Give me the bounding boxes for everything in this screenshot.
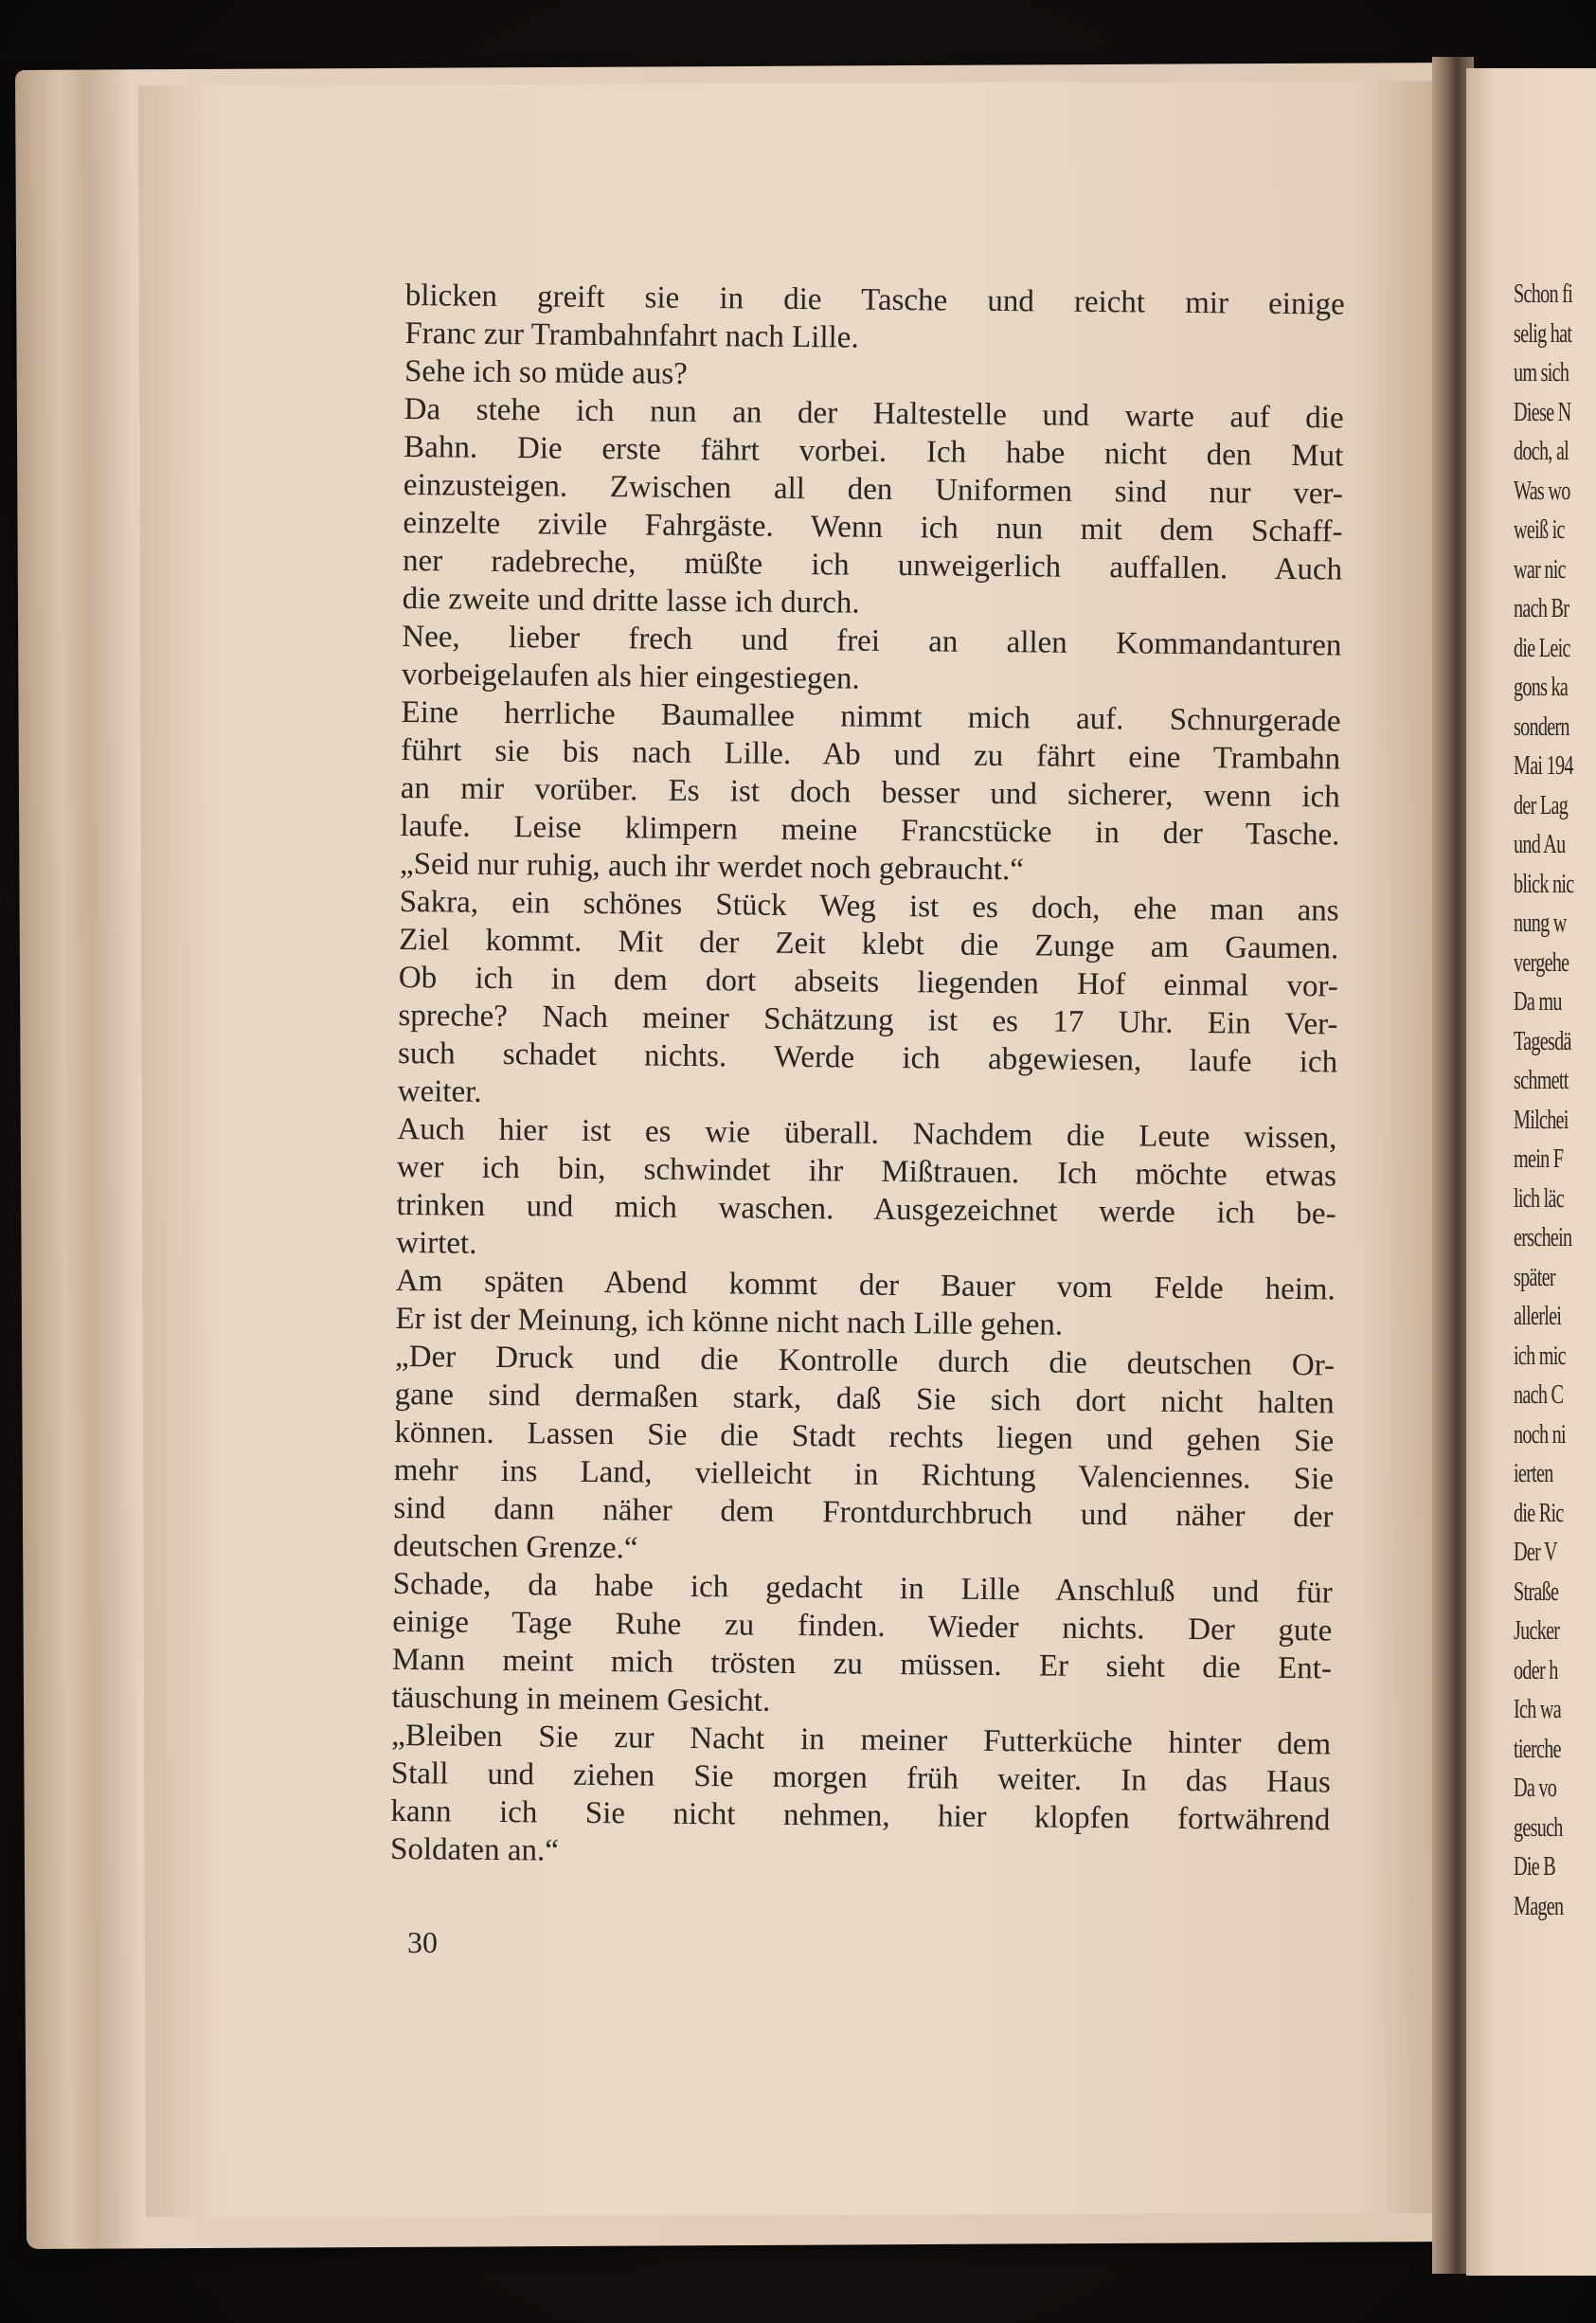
text-line: Am späten Abend kommt der Bauer vom Felde heim. bbox=[395, 1263, 1336, 1307]
text-line: die zweite und dritte lasse ich durch. bbox=[402, 581, 860, 621]
text-line: weiter. bbox=[397, 1073, 482, 1109]
text-line: einzelte zivile Fahrgäste. Wenn ich nun mit dem Schaff- bbox=[403, 505, 1343, 549]
text-line: Er ist der Meinung, ich könne nicht nach Lille gehen. bbox=[395, 1301, 1064, 1342]
right-page-line-fragment: Ich wa bbox=[1514, 1695, 1561, 1724]
text-line: einzusteigen. Zwischen all den Uniformen sind nur ver- bbox=[403, 467, 1344, 512]
text-line: täuschung in meinem Gesicht. bbox=[391, 1680, 771, 1719]
right-page-line-fragment: allerlei bbox=[1514, 1302, 1562, 1331]
right-page-line-fragment: Die B bbox=[1514, 1852, 1555, 1882]
right-page-text-fragments bbox=[1514, 275, 1575, 1926]
right-page-line-fragment: oder h bbox=[1514, 1655, 1558, 1685]
text-line: Franc zur Trambahnfahrt nach Lille. bbox=[404, 315, 859, 355]
right-page-line-fragment: Jucker bbox=[1514, 1616, 1560, 1646]
text-line: Eine herrliche Baumallee nimmt mich auf. Schnurgerade bbox=[401, 694, 1341, 739]
text-line: such schadet nichts. Werde ich abgewiesen, laufe ich bbox=[397, 1035, 1338, 1080]
text-line: laufe. Leise klimpern meine Francstücke in der Tasche. bbox=[400, 808, 1340, 853]
right-page-line-fragment: gesuch bbox=[1514, 1812, 1563, 1843]
text-line: sind dann näher dem Frontdurchbruch und näher der bbox=[393, 1490, 1334, 1535]
right-page-line-fragment: Diese N bbox=[1514, 397, 1571, 427]
text-line: an mir vorüber. Es ist doch besser und sicherer, wenn ich bbox=[400, 770, 1340, 815]
text-line: wer ich bin, schwindet ihr Mißtrauen. Ich möchte etwas bbox=[396, 1149, 1337, 1194]
text-line: Schade, da habe ich gedacht in Lille Anschluß und für bbox=[392, 1566, 1333, 1611]
right-page-line-fragment: noch ni bbox=[1514, 1419, 1566, 1450]
right-page-line-fragment: ierten bbox=[1514, 1459, 1553, 1488]
text-line: „Der Druck und die Kontrolle durch die deutschen Or- bbox=[394, 1339, 1336, 1383]
text-line: Sakra, ein schönes Stück Weg ist es doch, ehe man ans bbox=[399, 884, 1339, 928]
text-line: „Bleiben Sie zur Nacht in meiner Futterküche hinter dem bbox=[391, 1718, 1332, 1762]
right-page-line-fragment: Mai 194 bbox=[1514, 751, 1573, 781]
text-line: kann ich Sie nicht nehmen, hier klopfen fortwährend bbox=[390, 1793, 1331, 1838]
text-line: einige Tage Ruhe zu finden. Wieder nichts. Der gute bbox=[392, 1604, 1333, 1648]
right-page-line-fragment: mein F bbox=[1514, 1144, 1564, 1174]
text-line: Mann meint mich trösten zu müssen. Er sieht die Ent- bbox=[391, 1642, 1333, 1686]
text-line: gane sind dermaßen stark, daß Sie sich dort nicht halten bbox=[394, 1377, 1335, 1421]
right-page-line-fragment: um sich bbox=[1514, 358, 1569, 387]
text-line: Ob ich in dem dort abseits liegenden Hof einmal vor- bbox=[398, 960, 1339, 1004]
text-line: Ziel kommt. Mit der Zeit klebt die Zunge am Gaumen. bbox=[399, 922, 1339, 966]
right-page-line-fragment: später bbox=[1514, 1262, 1555, 1292]
text-line: Soldaten an.“ bbox=[389, 1831, 560, 1868]
text-line: deutschen Grenze.“ bbox=[392, 1528, 638, 1566]
text-line: vorbeigelaufen als hier eingestiegen. bbox=[401, 657, 860, 696]
text-line: Sehe ich so müde aus? bbox=[403, 353, 688, 391]
text-line: Bahn. Die erste fährt vorbei. Ich habe nicht den Mut bbox=[403, 429, 1344, 474]
right-page-line-fragment: Da vo bbox=[1514, 1774, 1557, 1803]
text-line: führt sie bis nach Lille. Ab und zu fährt eine Trambahn bbox=[401, 732, 1341, 777]
text-line: ner radebreche, müßte ich unweigerlich auffallen. Auch bbox=[402, 543, 1343, 587]
right-page-line-fragment: Milchei bbox=[1514, 1105, 1569, 1135]
right-page-line-fragment: und Au bbox=[1514, 830, 1566, 859]
text-line: Da stehe ich nun an der Haltestelle und warte auf die bbox=[403, 391, 1344, 436]
right-page-line-fragment: gons ka bbox=[1514, 673, 1569, 702]
left-page-text bbox=[390, 277, 1345, 1877]
right-page-line-fragment: der Lag bbox=[1514, 790, 1569, 820]
right-page-line-fragment: Was wo bbox=[1514, 476, 1570, 506]
right-page-line-fragment: schmett bbox=[1514, 1066, 1569, 1095]
right-page-line-fragment: weiß ic bbox=[1514, 515, 1565, 545]
right-page-line-fragment: doch, al bbox=[1514, 437, 1569, 466]
right-page-line-fragment: nach C bbox=[1514, 1380, 1564, 1410]
text-line: „Seid nur ruhig, auch ihr werdet noch gebraucht.“ bbox=[399, 846, 1025, 888]
right-page-line-fragment: Straße bbox=[1514, 1576, 1559, 1607]
right-page-line-fragment: die Ric bbox=[1514, 1498, 1564, 1528]
right-page-line-fragment: Schon fi bbox=[1514, 279, 1572, 309]
right-page-line-fragment: selig hat bbox=[1514, 318, 1572, 349]
text-line: trinken und mich waschen. Ausgezeichnet werde ich be- bbox=[396, 1187, 1336, 1232]
right-page-line-fragment: vergehe bbox=[1514, 947, 1569, 978]
right-page-line-fragment: Der V bbox=[1514, 1538, 1557, 1567]
right-page-line-fragment: Da mu bbox=[1514, 987, 1562, 1017]
right-page-line-fragment: nung w bbox=[1514, 909, 1567, 938]
right-page-line-fragment: nach Br bbox=[1514, 594, 1569, 623]
text-line: spreche? Nach meiner Schätzung ist es 17 Uhr. Ein Ver- bbox=[398, 998, 1338, 1042]
right-page-line-fragment: tierche bbox=[1514, 1734, 1561, 1764]
right-page-line-fragment: sondern bbox=[1514, 711, 1569, 742]
right-page-line-fragment: war nic bbox=[1514, 554, 1566, 585]
text-line: Stall und ziehen Sie morgen früh weiter. In das Haus bbox=[390, 1756, 1331, 1800]
text-line: Nee, lieber frech und frei an allen Kommandanturen bbox=[402, 619, 1342, 663]
right-page-line-fragment: die Leic bbox=[1514, 633, 1570, 663]
right-page-line-fragment: erschein bbox=[1514, 1223, 1572, 1252]
right-page-line-fragment: lich läc bbox=[1514, 1183, 1565, 1214]
text-line: Auch hier ist es wie überall. Nachdem die Leute wissen, bbox=[397, 1111, 1337, 1156]
right-page-line-fragment: blick nic bbox=[1514, 869, 1574, 899]
right-page-line-fragment: Magen bbox=[1514, 1891, 1564, 1921]
text-line: können. Lassen Sie die Stadt rechts liegen und gehen Sie bbox=[394, 1414, 1335, 1459]
page-number: 30 bbox=[407, 1925, 438, 1959]
text-line: mehr ins Land, vielleicht in Richtung Valenciennes. Sie bbox=[393, 1452, 1335, 1497]
text-line: blicken greift sie in die Tasche und reicht mir einige bbox=[404, 278, 1345, 322]
text-line: wirtet. bbox=[396, 1225, 477, 1261]
right-page-line-fragment: ich mic bbox=[1514, 1341, 1566, 1371]
right-page-line-fragment: Tagesdä bbox=[1514, 1026, 1571, 1056]
